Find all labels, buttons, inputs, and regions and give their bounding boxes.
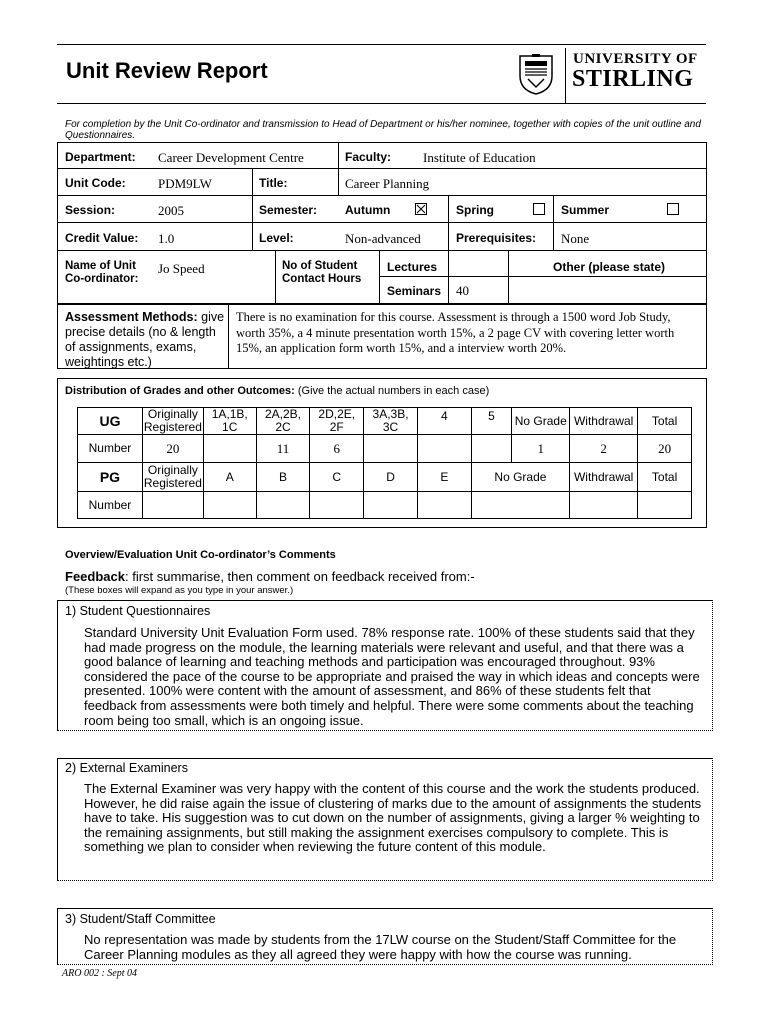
department-value[interactable]: Career Development Centre <box>158 150 304 165</box>
pg-header-row <box>78 463 692 492</box>
contact-hours-label <box>282 260 361 286</box>
info-col-divider <box>448 195 449 250</box>
section-text[interactable]: The External Examiner was very happy with the content of this course and the work the students produced. However, he did raise again the issue of clustering of marks due to the amount of assignments the students have to take. His suggestion was to cut down on the number of assignments, giving a larger % weighting to the remaining assignments, but still making the assignment exercises compulsory to complete. This is something we plan to consider when reviewing the future content of this module. <box>84 781 702 855</box>
ug-number-cell[interactable]: 20 <box>638 435 692 463</box>
title-label: Title: <box>259 176 288 190</box>
pg-number-row <box>78 492 692 519</box>
ug-header: 4 <box>417 408 471 435</box>
pg-header: A <box>203 463 256 492</box>
coordinator-value[interactable]: Jo Speed <box>158 261 205 276</box>
info-row-divider <box>57 168 707 169</box>
section-title: 3) Student/Staff Committee <box>65 912 216 926</box>
pg-header: No Grade <box>471 463 569 492</box>
spring-label: Spring <box>456 203 494 217</box>
semester-label: Semester: <box>259 203 318 217</box>
assessment-label-bold: Assessment Methods: <box>65 310 198 324</box>
info-box <box>57 142 707 304</box>
ug-header: 5 <box>471 408 512 435</box>
ug-number-cell[interactable] <box>471 435 512 463</box>
pg-header: B <box>256 463 310 492</box>
university-name-line2: STIRLING <box>572 66 694 92</box>
credit-value[interactable]: 1.0 <box>158 231 175 246</box>
university-name-line1: UNIVERSITY OF <box>573 51 698 67</box>
info-row-divider <box>57 195 707 196</box>
pg-number-cell[interactable] <box>471 492 569 519</box>
faculty-value[interactable]: Institute of Education <box>423 150 536 165</box>
ug-header: 3A,3B, 3C <box>364 408 418 435</box>
seminars-value[interactable]: 40 <box>456 283 469 298</box>
info-col-divider <box>553 195 554 250</box>
coordinator-label-line2: Co-ordinator: <box>65 273 139 285</box>
ug-number-cell[interactable] <box>417 435 471 463</box>
form-reference: ARO 002 : Sept 04 <box>62 968 137 979</box>
pg-header: Total <box>638 463 692 492</box>
university-crest-icon <box>516 52 556 96</box>
info-row-divider <box>57 222 707 223</box>
ug-header: No Grade <box>512 408 570 435</box>
seminars-label: Seminars <box>387 284 442 298</box>
lectures-label: Lectures <box>387 260 438 274</box>
info-col-divider <box>338 142 339 169</box>
section-title: 1) Student Questionnaires <box>65 604 211 618</box>
summer-checkbox[interactable] <box>667 203 679 215</box>
unit-code-value[interactable]: PDM9LW <box>158 176 212 191</box>
pg-number-label: Number <box>78 492 143 519</box>
section-text[interactable]: Standard University Unit Evaluation Form used. 78% response rate. 100% of these students said that they had made progress on the module, the learning materials were relevant and useful, and that there was a good balance of learning and teaching methods and participation was encouraged throughout. 93% considered the pace of the course to be appropriate and praised the way in which ideas and concepts were presented. 100% were content with the amount of assessment, and 86% of these students felt that feedback from assessments were both timely and helpful. There were some comments about the teaching room being too small, which is an ongoing issue. <box>84 625 700 728</box>
feedback-heading <box>65 569 475 584</box>
ug-number-cell[interactable]: 6 <box>310 435 364 463</box>
ug-number-cell[interactable] <box>203 435 256 463</box>
ug-header: 2A,2B, 2C <box>256 408 310 435</box>
pg-header: D <box>364 463 418 492</box>
assessment-label-rest: give precise details (no & length of assignments, exams, weightings etc.) <box>65 310 225 369</box>
pg-originally-registered: Originally Registered <box>143 463 202 490</box>
spring-checkbox[interactable] <box>533 203 545 215</box>
session-label: Session: <box>65 203 116 217</box>
ug-label: UG <box>78 408 143 435</box>
logo-divider <box>565 48 566 103</box>
assessment-label <box>65 310 225 370</box>
pg-number-cell[interactable] <box>417 492 471 519</box>
ug-number-row <box>78 435 692 463</box>
overview-heading: Overview/Evaluation Unit Co-ordinator’s Comments <box>65 549 336 561</box>
contact-hours-label-line1: No of Student <box>282 260 358 272</box>
contact-hours-label-line2: Contact Hours <box>282 273 362 285</box>
distribution-heading-bold: Distribution of Grades and other Outcomes: <box>65 385 295 397</box>
info-row-divider <box>57 250 707 251</box>
ug-number-cell[interactable] <box>364 435 418 463</box>
header-top-rule <box>57 44 706 45</box>
ug-originally-registered: Originally Registered <box>143 407 202 434</box>
pg-label: PG <box>78 463 143 492</box>
level-label: Level: <box>259 231 294 245</box>
ug-header: 1A,1B, 1C <box>203 408 256 435</box>
pg-number-cell[interactable] <box>570 492 638 519</box>
header-bottom-rule <box>57 103 706 104</box>
info-col-divider <box>448 250 449 304</box>
faculty-label: Faculty: <box>345 150 392 164</box>
ug-number-cell[interactable]: 2 <box>570 435 638 463</box>
ug-header-row <box>78 408 692 435</box>
pg-number-cell[interactable] <box>310 492 364 519</box>
ug-number-label: Number <box>78 435 143 463</box>
section-text[interactable]: No representation was made by students from the 17LW course on the Student/Staff Committee for the Career Planning modules as they all agreed they were happy with how the course was running. <box>84 932 677 962</box>
pg-number-cell[interactable] <box>203 492 256 519</box>
feedback-note: (These boxes will expand as you type in your answer.) <box>65 585 294 596</box>
ug-number-cell[interactable]: 11 <box>256 435 310 463</box>
info-col-divider <box>508 250 509 304</box>
unit-code-label: Unit Code: <box>65 176 126 190</box>
pg-number-cell[interactable] <box>638 492 692 519</box>
pg-number-cell[interactable] <box>256 492 310 519</box>
coordinator-label-line1: Name of Unit <box>65 260 136 272</box>
pg-header: C <box>310 463 364 492</box>
pg-number-cell[interactable] <box>142 492 203 519</box>
feedback-rest: : first summarise, then comment on feedback received from:- <box>124 569 475 584</box>
info-col-divider <box>275 250 276 304</box>
title-value[interactable]: Career Planning <box>345 176 430 191</box>
info-col-divider <box>252 168 253 250</box>
ug-number-cell[interactable]: 1 <box>512 435 570 463</box>
other-label: Other (please state) <box>553 260 666 274</box>
assessment-divider <box>228 304 229 369</box>
level-value[interactable]: Non-advanced <box>345 231 421 246</box>
credit-label: Credit Value: <box>65 231 139 245</box>
coordinator-label <box>65 260 138 286</box>
ug-header: Withdrawal <box>570 408 638 435</box>
section-title: 2) External Examiners <box>65 761 188 775</box>
grades-table <box>77 407 692 519</box>
checkbox-cross-icon <box>416 204 426 214</box>
ug-header: 2D,2E, 2F <box>310 408 364 435</box>
pg-header: Withdrawal <box>570 463 638 492</box>
info-row-divider <box>379 276 707 277</box>
assessment-text[interactable]: There is no examination for this course. Assessment is through a 1500 word Job Study, worth 35%, a 4 minute presentation worth 15%, a 2 page CV with covering letter worth 15%, an application form worth 15%, and a interview worth 20%. <box>236 310 675 355</box>
pg-header: E <box>417 463 471 492</box>
feedback-bold: Feedback <box>65 569 125 584</box>
distribution-heading <box>65 385 489 397</box>
summer-label: Summer <box>561 203 610 217</box>
info-col-divider <box>338 168 339 195</box>
intro-text: For completion by the Unit Co-ordinator and transmission to Head of Department or his/her nominee, together with copies of the unit outline and Questionnaires. <box>65 119 701 141</box>
pg-number-cell[interactable] <box>364 492 418 519</box>
department-label: Department: <box>65 150 136 164</box>
page-title: Unit Review Report <box>66 58 268 83</box>
prereq-value[interactable]: None <box>561 231 590 246</box>
ug-header: Total <box>638 408 692 435</box>
autumn-checkbox[interactable] <box>415 203 427 215</box>
autumn-label: Autumn <box>345 203 391 217</box>
distribution-heading-rest: (Give the actual numbers in each case) <box>297 385 490 397</box>
session-value[interactable]: 2005 <box>158 203 184 218</box>
prereq-label: Prerequisites: <box>456 231 537 245</box>
info-col-divider <box>379 250 380 304</box>
ug-number-cell[interactable]: 20 <box>142 435 203 463</box>
